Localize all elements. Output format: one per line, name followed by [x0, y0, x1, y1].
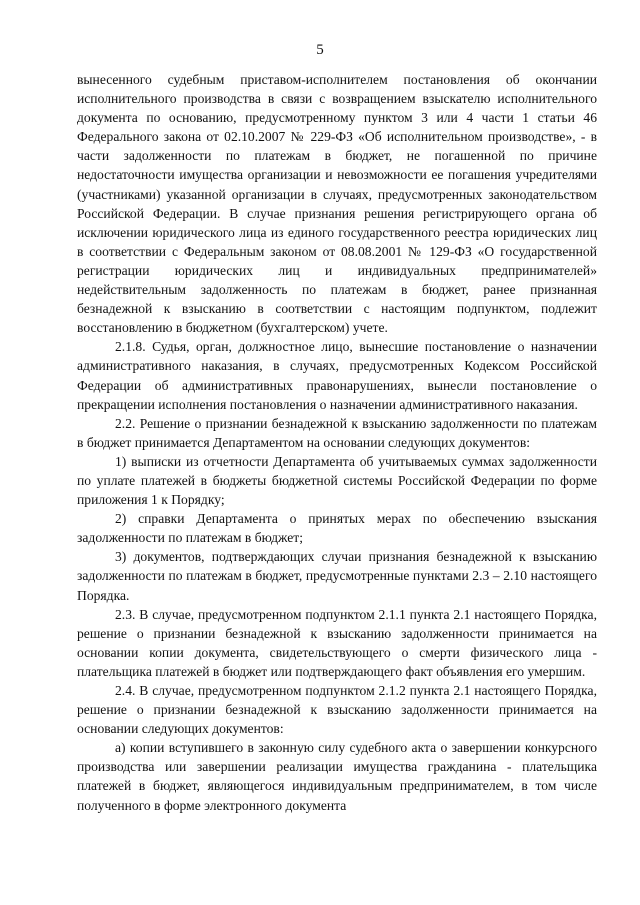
paragraph-2-2: 2.2. Решение о признании безнадежной к взысканию задолженности по платежам в бюджет принимается Департаментом на основании следующих документов: — [77, 415, 597, 450]
list-item-1: 1) выписки из отчетности Департамента об учитываемых суммах задолженности по уплате платежей в бюджеты бюджетной системы Российской Федерации по форме приложения 1 к Порядку; — [77, 453, 597, 508]
paragraph-continuation: вынесенного судебным приставом-исполнителем постановления об окончании исполнительного производства в связи с возвращением взыскателю исполнительного документа по основанию, предусмотренному пунктом 3 или 4 части 1 статьи 46 Федерального закона от 02.10.2007 № 229-ФЗ «Об исполнительном производстве», - в части задолженности по платежам в бюджет, не погашенной по причине недостаточности имущества организации и невозможности ее погашения учредителями (участниками) указанной организации в случаях, предусмотренных законодательством Российской Федерации. В случае признания решения регистрирующего органа об исключении юридического лица из единого государственного реестра юридических лиц в соответствии с Федеральным законом от 08.08.2001 № 129-ФЗ «О государственной регистрации юридических лиц и индивидуальных предпринимателей» недействительным задолженность по платежам в бюджет, ранее признанная безнадежной к взысканию в соответствии с настоящим подпунктом, подлежит восстановлению в бюджетном (бухгалтерском) учете. — [77, 72, 597, 336]
page-number: 5 — [316, 42, 324, 58]
paragraph-2-1-8: 2.1.8. Судья, орган, должностное лицо, вынесшие постановление о назначении административного наказания, в случаях, предусмотренных Кодексом Российской Федерации об административных правонарушениях, вынесли постановление о прекращении исполнения постановления о назначении административного наказания. — [77, 339, 597, 412]
paragraph-2-3: 2.3. В случае, предусмотренном подпунктом 2.1.1 пункта 2.1 настоящего Порядка, решение о признании безнадежной к взысканию задолженности принимается на основании копии документа, свидетельствующего о смерти физического лица - плательщика платежей в бюджет или подтверждающего факт объявления его умершим. — [77, 606, 597, 679]
list-item-a: а) копии вступившего в законную силу судебного акта о завершении конкурсного производства или завершении реализации имущества гражданина - плательщика платежей в бюджет, являющегося индивидуальным предпринимателем, в том числе полученного в форме электронного документа — [77, 740, 597, 813]
list-item-2: 2) справки Департамента о принятых мерах по обеспечению взыскания задолженности по платежам в бюджет; — [77, 511, 597, 546]
list-item-3: 3) документов, подтверждающих случаи признания безнадежной к взысканию задолженности по платежам в бюджет, предусмотренные пунктами 2.3 – 2.10 настоящего Порядка. — [77, 549, 597, 603]
paragraph-2-4: 2.4. В случае, предусмотренном подпунктом 2.1.2 пункта 2.1 настоящего Порядка, решение о признании безнадежной к взысканию задолженности принимается на основании следующих документов: — [77, 683, 597, 737]
document-body — [77, 70, 597, 815]
